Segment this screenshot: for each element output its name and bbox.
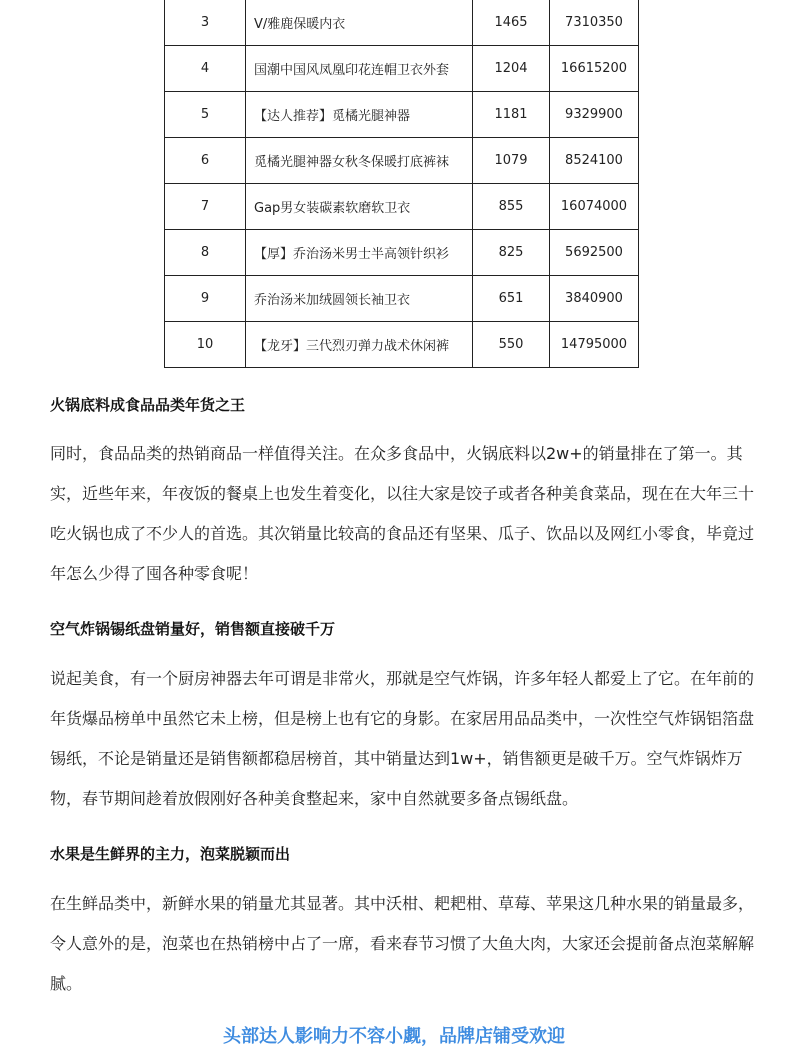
rank-cell: 3 [165, 0, 246, 46]
rank-cell: 8 [165, 230, 246, 276]
amount-cell: 5692500 [550, 230, 639, 276]
sales-cell: 1204 [473, 46, 550, 92]
product-name-cell: 国潮中国风凤凰印花连帽卫衣外套 [246, 46, 473, 92]
table-row [165, 92, 639, 138]
product-name-cell: 【龙牙】三代烈刃弹力战术休闲裤 [246, 322, 473, 368]
rank-cell: 9 [165, 276, 246, 322]
sales-cell: 651 [473, 276, 550, 322]
product-name-cell: Gap男女装碳素软磨软卫衣 [246, 184, 473, 230]
amount-cell: 3840900 [550, 276, 639, 322]
section-heading-hotpot: 火锅底料成食品品类年货之王 [50, 396, 246, 414]
amount-cell: 9329900 [550, 92, 639, 138]
product-name-cell: V/雅鹿保暖内衣 [246, 0, 473, 46]
sales-ranking-table [164, 0, 639, 368]
table-row [165, 138, 639, 184]
rank-cell: 5 [165, 92, 246, 138]
amount-cell: 7310350 [550, 0, 639, 46]
section-paragraph-air-fryer: 说起美食，有一个厨房神器去年可谓是非常火，那就是空气炸锅，许多年轻人都爱上了它。在年前的年货爆品榜单中虽然它未上榜，但是榜上也有它的身影。在家居用品品类中，一次性空气炸锅铝箔盘锡纸，不论是销量还是销售额都稳居榜首，其中销量达到1w+，销售额更是破千万。空气炸锅炸万物，春节期间趁着放假刚好各种美食整起来，家中自然就要多备点锡纸盘。 [50, 669, 755, 808]
product-name-cell: 【达人推荐】觅橘光腿神器 [246, 92, 473, 138]
sales-cell: 1465 [473, 0, 550, 46]
section-paragraph-fruit: 在生鲜品类中，新鲜水果的销量尤其显著。其中沃柑、耙耙柑、草莓、苹果这几种水果的销量最多，令人意外的是，泡菜也在热销榜中占了一席，看来春节习惯了大鱼大肉，大家还会提前备点泡菜解解腻。 [50, 894, 755, 993]
section-heading-air-fryer: 空气炸锅锡纸盘销量好，销售额直接破千万 [50, 620, 336, 638]
section-title-influencers: 头部达人影响力不容小觑，品牌店铺受欢迎 [223, 1026, 565, 1047]
table-body [165, 0, 639, 368]
amount-cell: 16074000 [550, 184, 639, 230]
rank-cell: 10 [165, 322, 246, 368]
product-name-cell: 觅橘光腿神器女秋冬保暖打底裤袜 [246, 138, 473, 184]
rank-cell: 7 [165, 184, 246, 230]
table-row [165, 230, 639, 276]
table-row [165, 46, 639, 92]
sales-cell: 855 [473, 184, 550, 230]
sales-cell: 825 [473, 230, 550, 276]
table-row [165, 276, 639, 322]
table-row [165, 322, 639, 368]
sales-cell: 1181 [473, 92, 550, 138]
sales-cell: 550 [473, 322, 550, 368]
amount-cell: 8524100 [550, 138, 639, 184]
product-name-cell: 乔治汤米加绒圆领长袖卫衣 [246, 276, 473, 322]
table-row [165, 184, 639, 230]
amount-cell: 16615200 [550, 46, 639, 92]
section-paragraph-hotpot: 同时，食品品类的热销商品一样值得关注。在众多食品中，火锅底料以2w+的销量排在了第一。其实，近些年来，年夜饭的餐桌上也发生着变化，以往大家是饺子或者各种美食菜品，现在在大年三十吃火锅也成了不少人的首选。其次销量比较高的食品还有坚果、瓜子、饮品以及网红小零食，毕竟过年怎么少得了囤各种零食呢！ [50, 444, 755, 583]
section-heading-fruit: 水果是生鲜界的主力，泡菜脱颖而出 [50, 845, 291, 863]
product-name-cell: 【厚】乔治汤米男士半高领针织衫 [246, 230, 473, 276]
sales-cell: 1079 [473, 138, 550, 184]
rank-cell: 6 [165, 138, 246, 184]
amount-cell: 14795000 [550, 322, 639, 368]
rank-cell: 4 [165, 46, 246, 92]
table-row [165, 0, 639, 46]
